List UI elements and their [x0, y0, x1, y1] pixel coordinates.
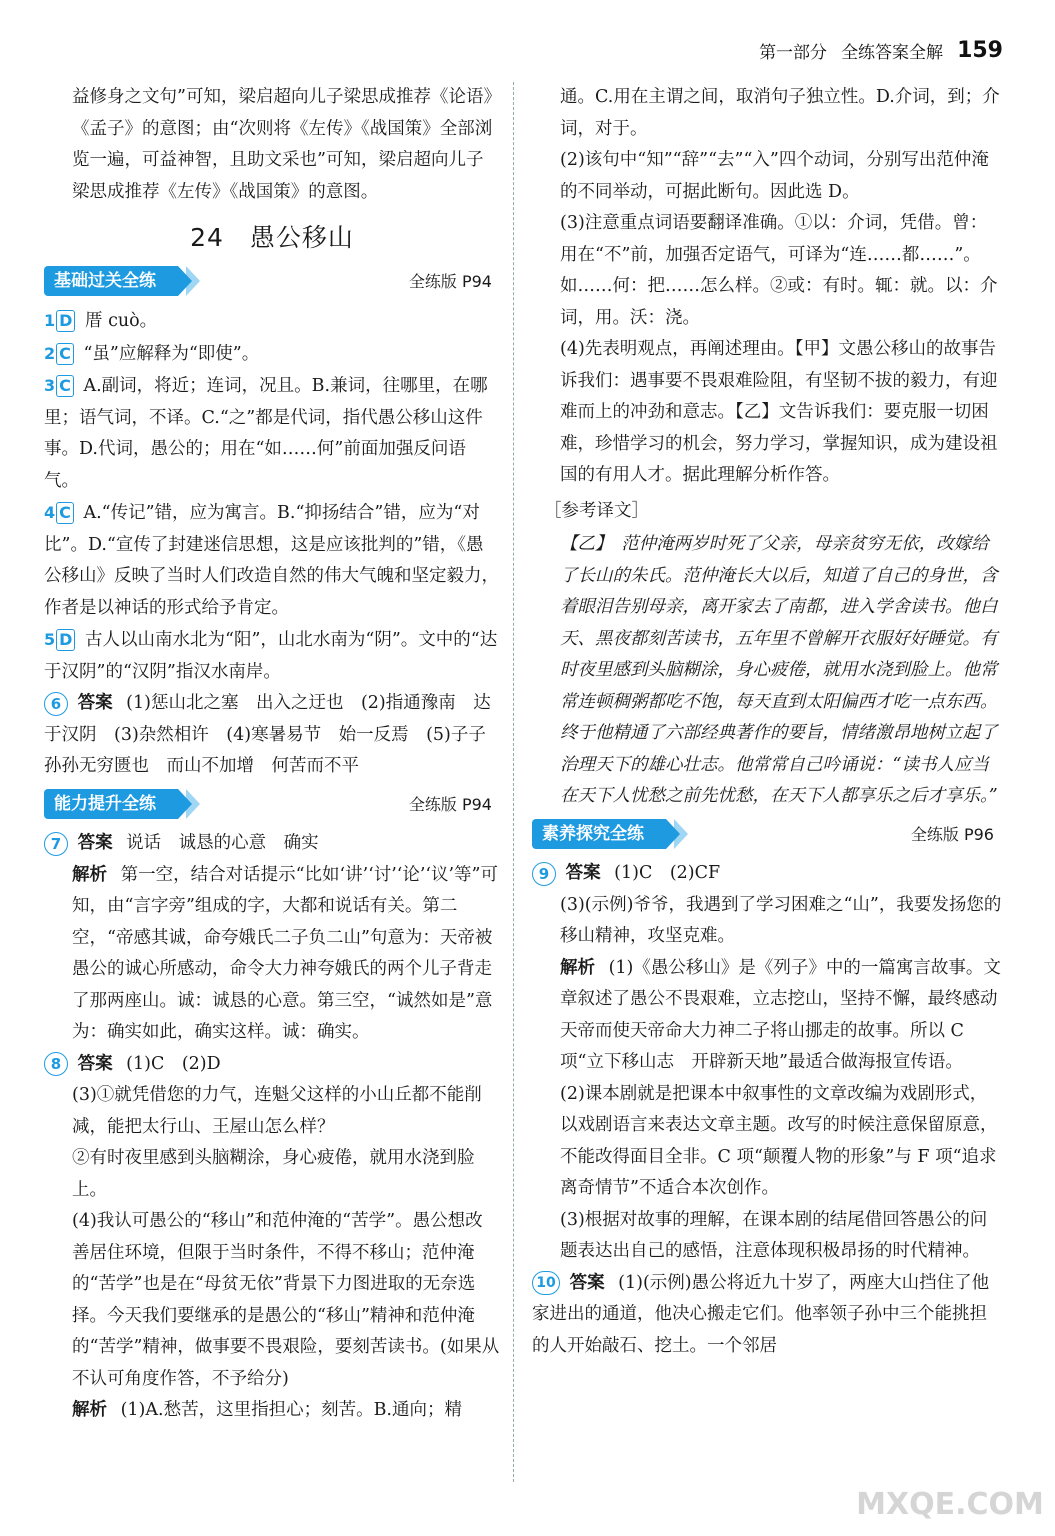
question-number: 10	[532, 1271, 560, 1295]
analysis-8-part2: (2)该句中“知”“辞”“去”“入”四个动词，分别写出范仲淹的不同举动，可据此断句。因此选 D。	[560, 150, 989, 202]
section-page-ref: 全练版 P94	[408, 271, 492, 291]
question-number: 2 C	[44, 338, 74, 370]
answer-label: 答案	[565, 863, 601, 883]
answer-text: (1)C (2)D	[126, 1053, 221, 1074]
question-7	[44, 828, 500, 860]
section-tag-ability: 能力提升全练	[44, 789, 178, 819]
section-header-literacy	[532, 819, 1002, 851]
lesson-title: 24 愚公移山	[190, 223, 354, 252]
analysis-8-part4: (4)先表明观点，再阐述理由。【甲】文愚公移山的故事告诉我们：遇事要不畏艰难险阻，有坚韧不拔的毅力，有迎难而上的冲劲和意志。【乙】文告诉我们：要克服一切困难，珍惜学习的机会，努力学习，掌握知识，成为建设祖国的有用人才。据此理解分析作答。	[560, 339, 998, 485]
analysis-label: 解析	[560, 957, 595, 978]
question-number: 3 C	[44, 370, 74, 402]
analysis-8-part3: (3)注意重点词语要翻译准确。①以：介词，凭借。曾：用在“不”前，加强否定语气，可译为“连……都……”。如……何：把……怎么样。②或：有时。辄：就。以：介词，用。沃：浇。	[560, 213, 998, 328]
question-5	[44, 624, 500, 688]
header-section: 全练答案全解	[841, 43, 944, 63]
page-number: 159	[957, 38, 1003, 63]
analysis-text: (1)《愚公移山》是《列子》中的一篇寓言故事。文章叙述了愚公不畏艰难，立志挖山，坚持不懈，最终感动天帝而使天帝命大力神二子将山挪走的故事。所以 C 项“立下移山志 开辟新天地”最适合做海报宣传语。	[560, 957, 1001, 1072]
answer-8-part3b: ②有时夜里感到头脑糊涂，身心疲倦，就用水浇到脸上。	[72, 1148, 475, 1200]
watermark-logo	[855, 1450, 1045, 1530]
page-header	[759, 38, 1003, 63]
question-number: 7	[44, 832, 68, 856]
question-3	[44, 370, 500, 497]
answer-label: 答案	[77, 1053, 113, 1074]
column-divider	[513, 82, 514, 1482]
section-page-ref: 全练版 P94	[408, 794, 492, 814]
analysis-9-part3: (3)根据对故事的理解，在课本剧的结尾借回答愚公的问题表达出自己的感悟，注意体现积极昂扬的时代精神。	[560, 1209, 988, 1261]
analysis-9	[532, 953, 1002, 1079]
question-number: 8	[44, 1052, 68, 1076]
analysis-text: 第一空，结合对话提示“比如‘讲’‘讨’‘论’‘议’等”可知，由“言字旁”组成的字，大都和说话有关。第二空，“帝感其诚，命夸娥氏二子负二山”句意为：天帝被愚公的诚心所感动，命令大力神夸娥氏的两个儿子背走了那两座山。诚：诚恳的心意。第三空，“诚然如是”意为：确实如此，确实这样。诚：确实。	[72, 864, 498, 1042]
answer-text: 古人以山南水北为“阳”，山北水南为“阴”。文中的“达于汉阴”的“汉阴”指汉水南岸。	[44, 630, 498, 682]
analysis-9-part2: (2)课本剧就是把课本中叙事性的文章改编为戏剧形式，以戏剧语言来表达文章主题。改写的时候注意保留原意，不能改得面目全非。C 项“颠覆人物的形象”与 F 项“追求离奇情节”不适合本次创作。	[560, 1083, 998, 1198]
question-4	[44, 497, 500, 624]
analysis-label: 解析	[72, 1400, 107, 1420]
intro-paragraph: 益修身之文句”可知，梁启超向儿子梁思成推荐《论语》《孟子》的意图；由“次则将《左传》《战国策》全部浏览一遍，可益神智，且助文采也”可知，梁启超向儿子梁思成推荐《左传》《战国策》的意图。	[72, 87, 493, 202]
answer-text: (1)C (2)CF	[614, 863, 721, 883]
question-8	[44, 1049, 500, 1081]
question-2	[44, 338, 500, 371]
left-column	[44, 82, 500, 1427]
reference-translation: 【乙】 范仲淹两岁时死了父亲，母亲贫穷无依，改嫁给了长山的朱氏。范仲淹长大以后，知道了自己的身世，含着眼泪告别母亲，离开家去了南都，进入学舍读书。他白天、黑夜都刻苦读书，五年里不曾解开衣服好好睡觉。有时夜里感到头脑糊涂，身心疲倦，就用水浇到脸上。他常常连顿稠粥都吃不饱，每天直到太阳偏西才吃一点东西。终于他精通了六部经典著作的要旨，情绪激昂地树立起了治理天下的雄心壮志。他常常自己吟诵说：“读书人应当在天下人忧愁之前先忧愁，在天下人都享乐之后才享乐。”	[560, 534, 998, 806]
answer-8-part4: (4)我认可愚公的“移山”和范仲淹的“苦学”。愚公想改善居住环境，但限于当时条件，不得不移山；范仲淹的“苦学”也是在“母贫无依”背景下力图进取的无奈选择。今天我们要继承的是愚公的“移山”精神和范仲淹的“苦学”精神，做事要不畏艰险，要刻苦读书。(如果从不认可角度作答，不予给分)	[72, 1211, 500, 1389]
answer-text: A.“传记”错，应为寓言。B.“抑扬结合”错，应为“对比”。D.“宣传了封建迷信思想，这是应该批判的”错，《愚公移山》反映了当时人们改造自然的伟大气魄和坚定毅力，作者是以神话的形式给予肯定。	[44, 503, 499, 618]
question-1	[44, 305, 500, 338]
analysis-8-cont: 通。C.用在主谓之间，取消句子独立性。D.介词，到；介词，对于。	[560, 87, 1000, 139]
question-number: 9	[532, 862, 556, 886]
watermark-text: MXQE.COM	[856, 1487, 1044, 1522]
reference-translation-title: ［参考译文］	[544, 500, 649, 521]
answer-text: A.副词，将近；连词，况且。B.兼词，往哪里，在哪里；语气词，不译。C.“之”都是代词，指代愚公移山这件事。D.代词，愚公的；用在“如……何”前面加强反问语气。	[44, 376, 488, 491]
question-6	[44, 688, 500, 783]
section-tag-basic: 基础过关全练	[44, 266, 178, 296]
analysis-8	[44, 1395, 500, 1427]
answer-text: (1)惩山北之塞 出入之迂也 (2)指通豫南 达于汉阴 (3)杂然相许 (4)寒暑易节 始一反焉 (5)子子孙孙无穷匮也 而山不加增 何苦而不平	[44, 693, 491, 776]
answer-label: 答案	[77, 833, 113, 853]
answer-text: “虽”应解释为“即使”。	[83, 343, 260, 364]
question-number: 6	[44, 692, 68, 716]
answer-text: (1)(示例)愚公将近九十岁了，两座大山挡住了他家进出的通道，他决心搬走它们。他率领子孙中三个能挑担的人开始敲石、挖土。一个邻居	[532, 1272, 990, 1356]
answer-text: 厝 cuò。	[85, 311, 158, 331]
section-page-ref: 全练版 P96	[910, 824, 994, 844]
answer-label: 答案	[569, 1272, 605, 1293]
question-9	[532, 858, 1002, 890]
answer-label: 答案	[77, 693, 113, 713]
answer-9-part3: (3)(示例)爷爷，我遇到了学习困难之“山”，我要发扬您的移山精神，攻坚克难。	[560, 894, 1002, 946]
analysis-label: 解析	[72, 864, 107, 885]
question-number: 1 D	[44, 305, 75, 337]
question-number: 5 D	[44, 624, 75, 656]
right-column	[532, 82, 1002, 1362]
question-10	[532, 1268, 1002, 1363]
analysis-7	[44, 860, 500, 1049]
header-part: 第一部分	[759, 43, 828, 63]
section-header-ability	[44, 789, 500, 821]
answer-8-part3: (3)①就凭借您的力气，连魁父这样的小山丘都不能削减，能把太行山、王屋山怎么样？	[72, 1085, 482, 1137]
answer-text: 说话 诚恳的心意 确实	[126, 833, 319, 853]
analysis-text: (1)A.愁苦，这里指担心；刻苦。B.通向；精	[120, 1400, 462, 1420]
section-header-basic	[44, 266, 500, 298]
question-number: 4 C	[44, 497, 74, 529]
section-tag-literacy: 素养探究全练	[532, 819, 666, 849]
